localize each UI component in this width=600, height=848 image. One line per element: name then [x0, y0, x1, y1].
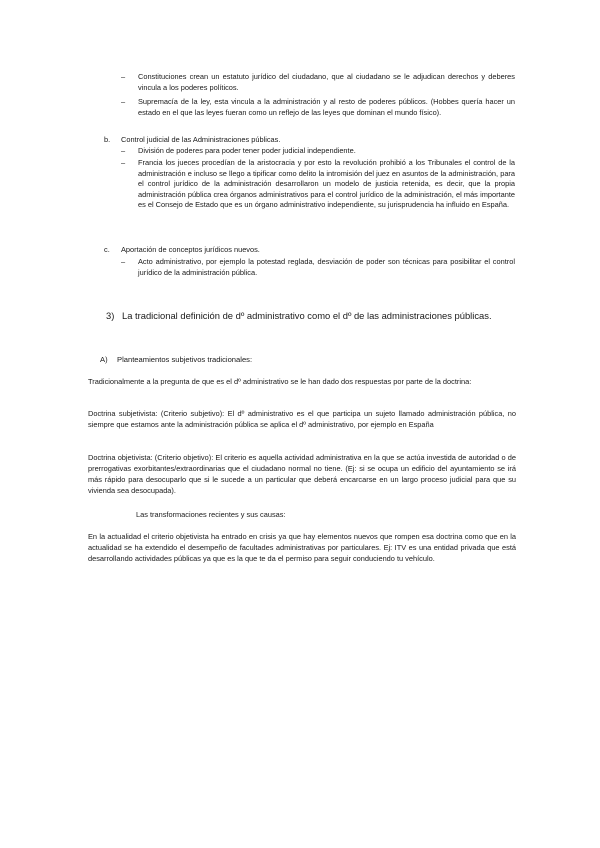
section-number: 3): [106, 310, 115, 321]
paragraph: Tradicionalmente a la pregunta de que es el dº administrativo se le han dado dos respuestas por parte de la doctrina:: [88, 377, 472, 386]
paragraph: En la actualidad el criterio objetivista ha entrado en crisis ya que hay elementos nuevos que rompen esa doctrina como que en la actualidad se ha extendido el desempeño de facultades administrativas por particulares. Ej: ITV es una entidad privada que está desarrollando actividades públicas ya que es la que te da el permiso para seguir conduciendo tu vehículo.: [88, 532, 516, 563]
section-letter: b.: [104, 135, 111, 144]
section-title: La tradicional definición de dº administrativo como el dº de las administraciones públicas.: [122, 310, 492, 321]
list-item-text: Constituciones crean un estatuto jurídico del ciudadano, que al ciudadano se le adjudican derechos y deberes vincula a los poderes políticos.: [138, 72, 515, 92]
subsection-label: Planteamientos subjetivos tradicionales:: [117, 355, 253, 364]
list-item-text: División de poderes para poder tener poder judicial independiente.: [138, 146, 356, 155]
list-dash: –: [121, 97, 126, 106]
list-item-text: Acto administrativo, por ejemplo la potestad reglada, desviación de poder son técnicas para posibilitar el control jurídico de la administración pública.: [138, 257, 515, 277]
list-dash: –: [121, 257, 126, 266]
section-label: Aportación de conceptos jurídicos nuevos.: [121, 245, 260, 254]
list-item-text: Francia los jueces procedían de la aristocracia y por esto la revolución prohibió a los Tribunales el control de la administración e incluso se llego a tipificar como delito la intromisión del juez en asuntos de la administración, para el control jurídico de la administración desarrollaron un modelo de justicia retenida, es decir, que la propia administración pública crea órganos administrativos para el control jurídico de la administración, el más importante es el Consejo de Estado que es un órgano administrativo independiente, su jurisprudencia ha influido en España.: [138, 158, 515, 209]
list-dash: –: [121, 146, 126, 155]
list-dash: –: [121, 158, 126, 167]
list-item-text: Supremacía de la ley, esta vincula a la administración y al resto de poderes públicos. (Hobbes quería hacer un estado en el que las leyes fueran como un reflejo de las leyes que dominan el mundo físico).: [138, 97, 515, 117]
paragraph: Doctrina subjetivista: (Criterio subjetivo): El dº administrativo es el que participa un sujeto llamado administración pública, no siempre que estamos ante la administración pública se aplica el dº administrativo, por ejemplo en España: [88, 409, 516, 429]
paragraph: Doctrina objetivista: (Criterio objetivo): El criterio es aquella actividad administrativa en la que se actúa investida de autoridad o de prerrogativas exorbitantes/extraordinarias que el ciudadano normal no tiene. (Ej: si se ocupa un edificio del ayuntamiento se irá más rápido para desocuparlo que si le sucede a un particular que deberá encarcarse en un largo proceso judicial para que su vivienda sea desocupada).: [88, 453, 516, 495]
transformations-heading: Las transformaciones recientes y sus causas:: [136, 510, 286, 519]
section-letter: c.: [104, 245, 110, 254]
section-label: Control judicial de las Administraciones públicas.: [121, 135, 281, 144]
subsection-letter: A): [100, 355, 108, 364]
list-dash: –: [121, 72, 126, 81]
